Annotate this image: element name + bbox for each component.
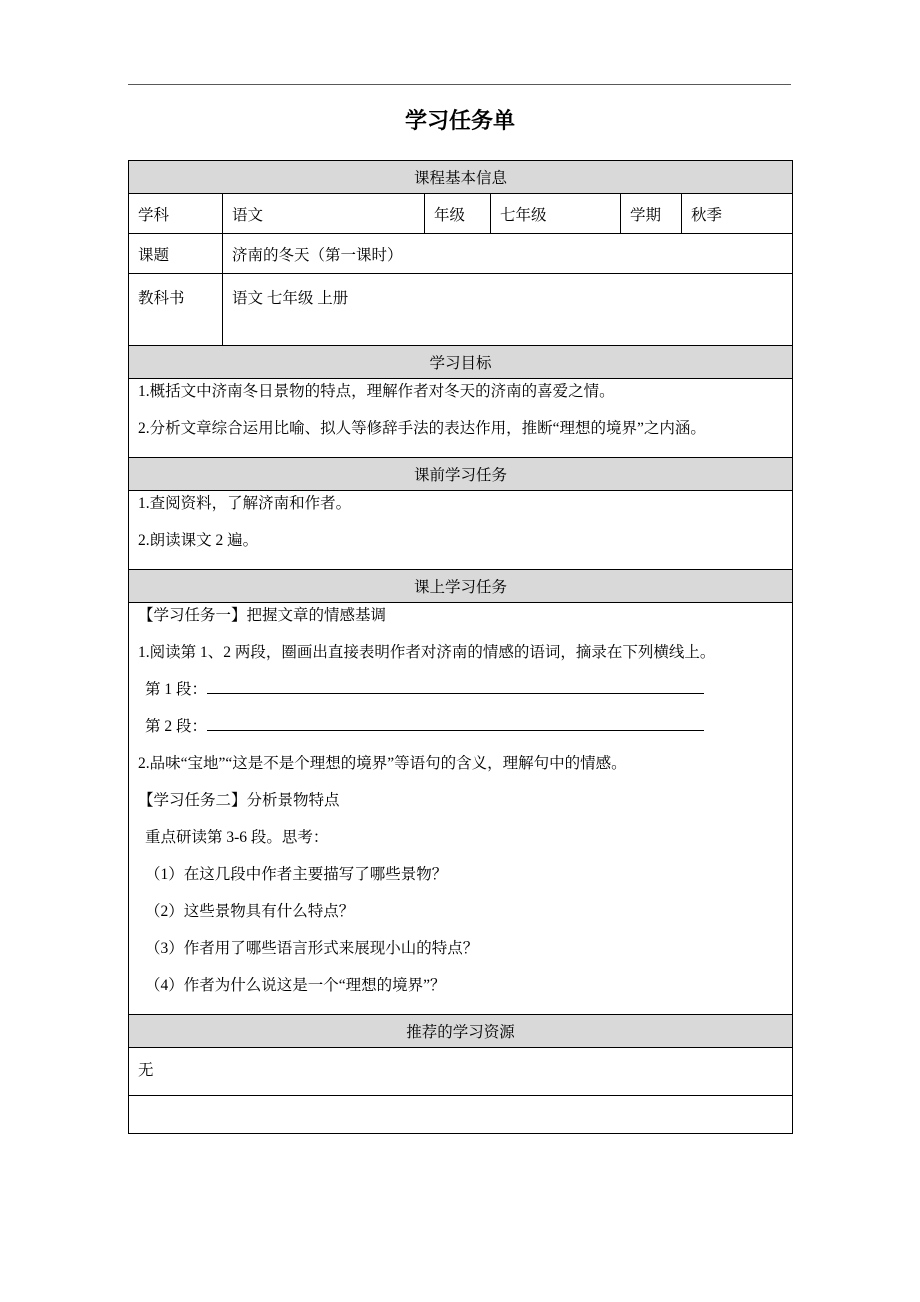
goals-cell: [129, 379, 793, 458]
in-class-cell: [129, 603, 793, 1015]
row-topic: [129, 234, 793, 274]
row-in-class-header: [129, 570, 793, 603]
resources-value: 无: [129, 1048, 793, 1096]
section-header-course-info: 课程基本信息: [129, 161, 793, 194]
grade-value: 七年级: [491, 194, 621, 234]
task1-step1: 1.阅读第 1、2 两段，圈画出直接表明作者对济南的情感的语词，摘录在下列横线上。: [138, 644, 716, 661]
task2-question-4: （4）作者为什么说这是一个“理想的境界”？: [145, 977, 446, 994]
doc-title: 学习任务单: [404, 108, 515, 133]
para1-line: [138, 679, 783, 701]
para2-label: 第 2 段：: [145, 718, 208, 735]
row-in-class-content: [129, 603, 793, 1015]
task1-title: 【学习任务一】把握文章的情感基调: [138, 607, 387, 624]
term-value: 秋季: [682, 194, 793, 234]
textbook-value: 语文 七年级 上册: [223, 274, 793, 346]
textbook-label: 教科书: [129, 274, 223, 346]
row-textbook: [129, 274, 793, 346]
row-resources-header: [129, 1015, 793, 1048]
pre-class-cell: [129, 491, 793, 570]
task2-question-3: （3）作者用了哪些语言形式来展现小山的特点？: [145, 940, 479, 957]
task-sheet-table: [128, 160, 793, 1134]
grade-label: 年级: [425, 194, 491, 234]
task2-intro: 重点研读第 3-6 段。思考：: [145, 829, 329, 846]
term-label: 学期: [621, 194, 682, 234]
section-header-resources: 推荐的学习资源: [129, 1015, 793, 1048]
task2-question-1: （1）在这几段中作者主要描写了哪些景物？: [145, 866, 448, 883]
row-goals-header: [129, 346, 793, 379]
row-pre-class-header: [129, 458, 793, 491]
pre-class-item-1: 1.查阅资料，了解济南和作者。: [138, 495, 352, 512]
goal-item-2: 2.分析文章综合运用比喻、拟人等修辞手法的表达作用，推断“理想的境界”之内涵。: [138, 420, 706, 437]
subject-label: 学科: [129, 194, 223, 234]
section-header-pre-class: 课前学习任务: [129, 458, 793, 491]
para2-blank-line: [207, 716, 704, 731]
para1-label: 第 1 段：: [145, 681, 208, 698]
para2-line: [138, 716, 783, 738]
row-resources-content: [129, 1048, 793, 1096]
task1-step2: 2.品味“宝地”“这是不是个理想的境界”等语句的含义，理解句中的情感。: [138, 755, 627, 772]
pre-class-item-2: 2.朗读课文 2 遍。: [138, 532, 259, 549]
task2-title: 【学习任务二】分析景物特点: [138, 792, 340, 809]
page-header-rule: [128, 84, 791, 85]
task2-question-2: （2）这些景物具有什么特点？: [145, 903, 355, 920]
topic-value: 济南的冬天（第一课时）: [223, 234, 793, 274]
section-header-goals: 学习目标: [129, 346, 793, 379]
para1-blank-line: [207, 679, 704, 694]
goal-item-1: 1.概括文中济南冬日景物的特点，理解作者对冬天的济南的喜爱之情。: [138, 383, 615, 400]
section-header-in-class: 课上学习任务: [129, 570, 793, 603]
empty-cell: [129, 1096, 793, 1134]
row-subject-grade-term: [129, 194, 793, 234]
topic-label: 课题: [129, 234, 223, 274]
row-course-info-header: [129, 161, 793, 194]
row-goals-content: [129, 379, 793, 458]
row-pre-class-content: [129, 491, 793, 570]
subject-value: 语文: [223, 194, 425, 234]
row-empty: [129, 1096, 793, 1134]
